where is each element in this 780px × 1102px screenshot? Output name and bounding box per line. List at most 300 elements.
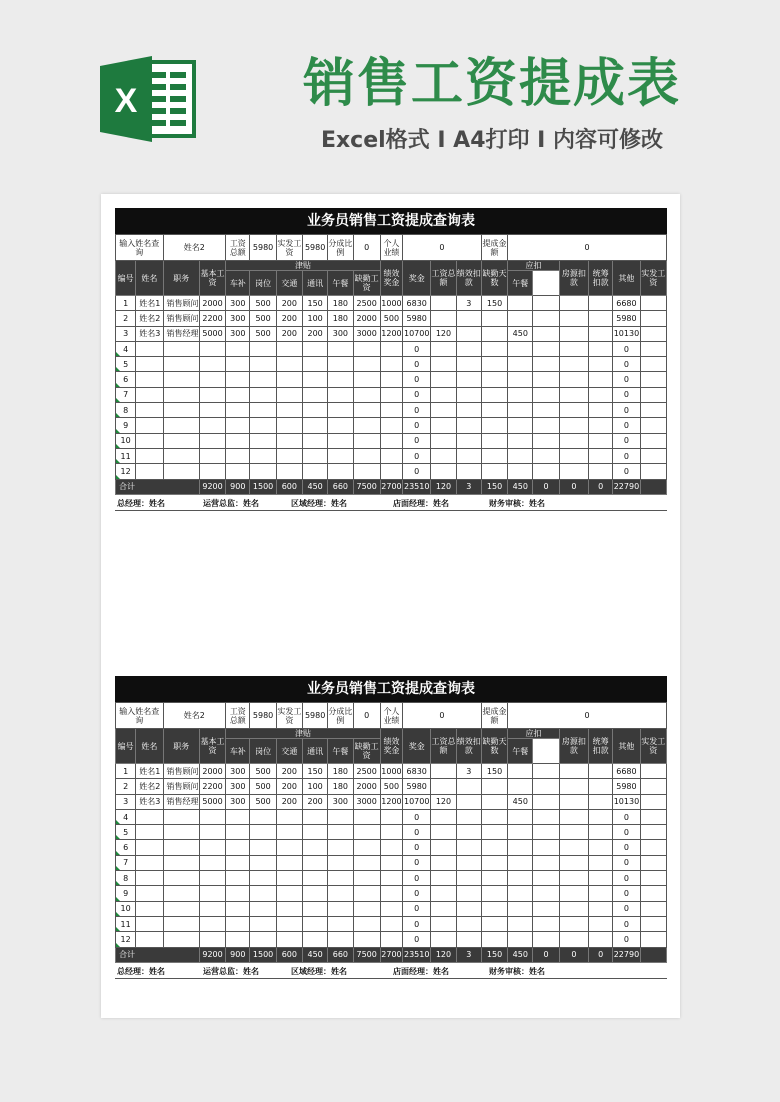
cell-comm (303, 341, 328, 356)
col-meal: 午餐 (328, 739, 353, 764)
cell-perf-bonus: 2500 (353, 764, 380, 779)
cell-absence-days (456, 372, 481, 387)
total-meal: 660 (328, 947, 353, 962)
sig-gm: 总经理：姓名 (117, 498, 165, 508)
cell-base (199, 387, 225, 402)
cell-other (589, 932, 613, 947)
cell-traffic (276, 464, 302, 479)
sig-store: 店面经理：姓名 (393, 966, 449, 976)
cell-traffic: 200 (276, 311, 302, 326)
cell-post (250, 433, 276, 448)
cell-name (136, 886, 163, 901)
cell-base: 2000 (199, 764, 225, 779)
actual-pay-value: 5980 (303, 703, 328, 729)
total-absence-pay: 150 (481, 947, 507, 962)
cell-total: 5980 (403, 311, 431, 326)
cell-name (136, 855, 163, 870)
col-traffic: 交通 (276, 739, 302, 764)
cell-pool (559, 794, 588, 809)
cell-comm (303, 357, 328, 372)
cell-bonus: 1000 (380, 296, 402, 311)
total-lunch: 450 (508, 947, 533, 962)
col-perf-deduct: 绩效扣款 (456, 261, 481, 296)
cell-no: 11 (116, 916, 136, 931)
cell-total: 6830 (403, 764, 431, 779)
cell-traffic (276, 387, 302, 402)
cell-perf-bonus (353, 357, 380, 372)
sig-region: 区域经理：姓名 (291, 966, 347, 976)
cell-bonus (380, 840, 402, 855)
cell-total: 0 (403, 825, 431, 840)
cell-other (589, 886, 613, 901)
ratio-value: 0 (353, 703, 380, 729)
cell-car (226, 855, 250, 870)
table-row (116, 433, 667, 448)
cell-total: 0 (403, 403, 431, 418)
cell-car (226, 372, 250, 387)
cell-absence-days (456, 311, 481, 326)
cell-base (199, 433, 225, 448)
sig-ops: 运营总监：姓名 (203, 966, 259, 976)
name-query-input[interactable]: 姓名2 (163, 703, 226, 729)
cell-other (589, 871, 613, 886)
cell-meal (328, 418, 353, 433)
cell-perf-deduct (431, 932, 456, 947)
cell-name (136, 916, 163, 931)
cell-absence-days (456, 448, 481, 463)
cell-position: 销售顾问 (163, 764, 199, 779)
col-car: 车补 (226, 739, 250, 764)
cell-name (136, 809, 163, 824)
cell-housing (533, 886, 559, 901)
cell-position: 销售经理 (163, 794, 199, 809)
cell-actual: 0 (613, 403, 640, 418)
signature-row (115, 495, 667, 511)
cell-perf-deduct (431, 296, 456, 311)
cell-housing (533, 448, 559, 463)
table-row (116, 886, 667, 901)
ratio-value: 0 (353, 235, 380, 261)
cell-bonus (380, 886, 402, 901)
salary-table-2 (115, 676, 667, 979)
cell-comm (303, 403, 328, 418)
cell-car (226, 886, 250, 901)
cell-lunch: 450 (508, 326, 533, 341)
cell-housing (533, 311, 559, 326)
table-row (116, 825, 667, 840)
cell-no: 1 (116, 296, 136, 311)
cell-lunch (508, 809, 533, 824)
cell-pool (559, 871, 588, 886)
personal-perf-label: 个人业绩 (380, 703, 402, 729)
cell-remark (640, 932, 666, 947)
cell-lunch (508, 779, 533, 794)
total-perf-deduct: 120 (431, 479, 456, 494)
cell-lunch (508, 840, 533, 855)
cell-no: 9 (116, 418, 136, 433)
cell-traffic (276, 357, 302, 372)
total-pay-label: 工资总额 (226, 235, 250, 261)
cell-name: 姓名3 (136, 794, 163, 809)
cell-base (199, 886, 225, 901)
col-base: 基本工资 (199, 729, 225, 764)
cell-remark (640, 916, 666, 931)
cell-total: 0 (403, 840, 431, 855)
cell-absence-days (456, 403, 481, 418)
cell-perf-deduct (431, 840, 456, 855)
cell-pool (559, 372, 588, 387)
cell-absence-pay (481, 825, 507, 840)
cell-housing (533, 794, 559, 809)
cell-perf-bonus (353, 403, 380, 418)
cell-meal (328, 916, 353, 931)
cell-remark (640, 871, 666, 886)
cell-remark (640, 901, 666, 916)
cell-perf-deduct (431, 448, 456, 463)
cell-position (163, 809, 199, 824)
cell-position (163, 464, 199, 479)
cell-bonus (380, 809, 402, 824)
cell-meal (328, 871, 353, 886)
table-row (116, 794, 667, 809)
cell-actual: 0 (613, 448, 640, 463)
cell-name: 姓名1 (136, 296, 163, 311)
cell-absence-days (456, 326, 481, 341)
cell-name: 姓名2 (136, 779, 163, 794)
cell-position (163, 387, 199, 402)
cell-actual: 0 (613, 916, 640, 931)
cell-perf-deduct (431, 779, 456, 794)
cell-perf-deduct (431, 464, 456, 479)
cell-absence-pay (481, 779, 507, 794)
table-row (116, 916, 667, 931)
cell-traffic: 200 (276, 764, 302, 779)
cell-base (199, 403, 225, 418)
cell-meal: 180 (328, 764, 353, 779)
table-row (116, 932, 667, 947)
table-row (116, 871, 667, 886)
cell-absence-pay (481, 403, 507, 418)
col-lunch: 午餐 (508, 271, 533, 296)
cell-housing (533, 764, 559, 779)
cell-perf-deduct (431, 886, 456, 901)
cell-bonus (380, 871, 402, 886)
commission-label: 提成金额 (481, 235, 507, 261)
cell-absence-pay (481, 932, 507, 947)
cell-other (589, 794, 613, 809)
cell-pool (559, 418, 588, 433)
cell-absence-pay: 150 (481, 296, 507, 311)
col-perf-bonus: 绩效奖金 (380, 729, 402, 764)
total-base: 9200 (199, 947, 225, 962)
actual-pay-label: 实发工资 (276, 235, 302, 261)
cell-pool (559, 296, 588, 311)
cell-pool (559, 311, 588, 326)
col-bonus: 奖金 (403, 261, 431, 296)
cell-housing (533, 464, 559, 479)
cell-post: 500 (250, 296, 276, 311)
cell-name (136, 464, 163, 479)
cell-no: 12 (116, 464, 136, 479)
cell-pool (559, 326, 588, 341)
col-name: 姓名 (136, 729, 163, 764)
cell-absence-days (456, 779, 481, 794)
total-absence-days: 3 (456, 947, 481, 962)
cell-bonus: 1200 (380, 326, 402, 341)
total-post: 1500 (250, 479, 276, 494)
col-no: 编号 (116, 729, 136, 764)
cell-remark (640, 840, 666, 855)
cell-remark (640, 326, 666, 341)
cell-no: 3 (116, 326, 136, 341)
cell-traffic (276, 372, 302, 387)
cell-car (226, 357, 250, 372)
cell-perf-bonus (353, 433, 380, 448)
cell-perf-bonus (353, 871, 380, 886)
cell-total: 0 (403, 855, 431, 870)
cell-perf-deduct (431, 809, 456, 824)
cell-remark (640, 794, 666, 809)
cell-absence-pay (481, 809, 507, 824)
salary-table (115, 702, 667, 963)
table-row (116, 326, 667, 341)
cell-absence-days (456, 871, 481, 886)
cell-no: 4 (116, 341, 136, 356)
col-lunch: 午餐 (508, 739, 533, 764)
cell-absence-pay (481, 418, 507, 433)
cell-actual: 6680 (613, 296, 640, 311)
cell-post (250, 403, 276, 418)
col-perf-deduct: 绩效扣款 (456, 729, 481, 764)
cell-base (199, 418, 225, 433)
cell-comm (303, 809, 328, 824)
cell-other (589, 916, 613, 931)
cell-absence-pay: 150 (481, 764, 507, 779)
cell-absence-days: 3 (456, 764, 481, 779)
cell-no: 12 (116, 932, 136, 947)
cell-absence-days (456, 433, 481, 448)
cell-absence-pay (481, 871, 507, 886)
cell-perf-deduct (431, 433, 456, 448)
cell-perf-bonus (353, 341, 380, 356)
cell-traffic (276, 916, 302, 931)
col-traffic: 交通 (276, 271, 302, 296)
table-row (116, 418, 667, 433)
cell-lunch (508, 296, 533, 311)
cell-perf-deduct (431, 311, 456, 326)
cell-meal: 180 (328, 779, 353, 794)
table-row (116, 464, 667, 479)
sig-finance: 财务审核：姓名 (489, 498, 545, 508)
table-row (116, 387, 667, 402)
cell-remark (640, 341, 666, 356)
cell-meal (328, 448, 353, 463)
cell-position: 销售顾问 (163, 311, 199, 326)
cell-pool (559, 840, 588, 855)
cell-housing (533, 418, 559, 433)
cell-total: 0 (403, 387, 431, 402)
cell-base (199, 809, 225, 824)
cell-car: 300 (226, 296, 250, 311)
cell-absence-pay (481, 855, 507, 870)
cell-comm (303, 871, 328, 886)
cell-actual: 0 (613, 840, 640, 855)
cell-comm (303, 840, 328, 855)
cell-comm (303, 433, 328, 448)
cell-bonus (380, 901, 402, 916)
cell-absence-days: 3 (456, 296, 481, 311)
col-bonus: 奖金 (403, 729, 431, 764)
cell-perf-bonus: 2000 (353, 779, 380, 794)
cell-other (589, 464, 613, 479)
cell-perf-deduct (431, 403, 456, 418)
cell-lunch (508, 886, 533, 901)
cell-position (163, 886, 199, 901)
cell-traffic (276, 901, 302, 916)
cell-housing (533, 387, 559, 402)
cell-actual: 0 (613, 433, 640, 448)
cell-other (589, 341, 613, 356)
cell-comm (303, 886, 328, 901)
total-meal: 660 (328, 479, 353, 494)
cell-remark (640, 372, 666, 387)
cell-actual: 0 (613, 886, 640, 901)
table-row (116, 448, 667, 463)
cell-perf-bonus (353, 464, 380, 479)
cell-housing (533, 901, 559, 916)
cell-other (589, 296, 613, 311)
cell-remark (640, 418, 666, 433)
cell-base: 5000 (199, 326, 225, 341)
cell-name (136, 825, 163, 840)
cell-name (136, 403, 163, 418)
cell-name (136, 418, 163, 433)
cell-position (163, 825, 199, 840)
cell-no: 7 (116, 387, 136, 402)
cell-position (163, 448, 199, 463)
query-label: 输入姓名查询 (116, 235, 164, 261)
table-row (116, 372, 667, 387)
cell-name (136, 840, 163, 855)
cell-meal (328, 809, 353, 824)
cell-no: 5 (116, 825, 136, 840)
cell-comm (303, 418, 328, 433)
cell-no: 7 (116, 855, 136, 870)
cell-post (250, 357, 276, 372)
cell-car: 300 (226, 326, 250, 341)
cell-meal (328, 932, 353, 947)
cell-housing (533, 855, 559, 870)
cell-meal (328, 387, 353, 402)
cell-no: 2 (116, 311, 136, 326)
col-comm: 通讯 (303, 271, 328, 296)
cell-base (199, 357, 225, 372)
col-base: 基本工资 (199, 261, 225, 296)
total-bonus: 2700 (380, 947, 402, 962)
actual-pay-value: 5980 (303, 235, 328, 261)
cell-lunch (508, 448, 533, 463)
cell-position: 销售顾问 (163, 296, 199, 311)
cell-remark (640, 433, 666, 448)
total-pay-value: 5980 (250, 703, 276, 729)
cell-total: 0 (403, 372, 431, 387)
name-query-input[interactable]: 姓名2 (163, 235, 226, 261)
cell-no: 10 (116, 901, 136, 916)
cell-car: 300 (226, 311, 250, 326)
cell-pool (559, 448, 588, 463)
col-no: 编号 (116, 261, 136, 296)
cell-actual: 6680 (613, 764, 640, 779)
col-pool: 统筹扣款 (589, 729, 613, 764)
query-label: 输入姓名查询 (116, 703, 164, 729)
total-traffic: 600 (276, 947, 302, 962)
cell-remark (640, 403, 666, 418)
cell-perf-bonus: 3000 (353, 326, 380, 341)
cell-car (226, 901, 250, 916)
cell-housing (533, 916, 559, 931)
total-absence-pay: 150 (481, 479, 507, 494)
cell-name (136, 433, 163, 448)
cell-absence-pay (481, 448, 507, 463)
cell-pool (559, 916, 588, 931)
cell-comm (303, 448, 328, 463)
personal-perf-label: 个人业绩 (380, 235, 402, 261)
cell-lunch (508, 464, 533, 479)
cell-position: 销售顾问 (163, 779, 199, 794)
cell-traffic (276, 418, 302, 433)
cell-pool (559, 764, 588, 779)
total-actual: 22790 (613, 947, 640, 962)
sig-ops: 运营总监：姓名 (203, 498, 259, 508)
cell-name (136, 932, 163, 947)
cell-absence-days (456, 809, 481, 824)
cell-actual: 0 (613, 341, 640, 356)
total-perf-bonus: 7500 (353, 947, 380, 962)
cell-bonus (380, 932, 402, 947)
commission-label: 提成金额 (481, 703, 507, 729)
cell-no: 6 (116, 372, 136, 387)
cell-other (589, 855, 613, 870)
cell-lunch (508, 825, 533, 840)
page-subtitle: Excel格式 I A4打印 I 内容可修改 (320, 128, 664, 153)
cell-traffic (276, 886, 302, 901)
cell-comm: 200 (303, 794, 328, 809)
totals-label: 合计 (116, 947, 200, 962)
total-bonus: 2700 (380, 479, 402, 494)
cell-meal: 180 (328, 311, 353, 326)
cell-absence-days (456, 855, 481, 870)
cell-car (226, 825, 250, 840)
cell-lunch (508, 311, 533, 326)
cell-traffic (276, 403, 302, 418)
salary-table (115, 234, 667, 495)
cell-bonus (380, 433, 402, 448)
excel-logo (100, 56, 198, 142)
cell-meal (328, 341, 353, 356)
cell-remark (640, 855, 666, 870)
cell-traffic (276, 433, 302, 448)
cell-absence-days (456, 886, 481, 901)
cell-lunch (508, 932, 533, 947)
cell-lunch (508, 341, 533, 356)
cell-perf-deduct (431, 916, 456, 931)
cell-meal: 300 (328, 326, 353, 341)
cell-actual: 0 (613, 357, 640, 372)
cell-post (250, 372, 276, 387)
col-other: 其他 (613, 729, 640, 764)
cell-post (250, 464, 276, 479)
cell-actual: 0 (613, 825, 640, 840)
